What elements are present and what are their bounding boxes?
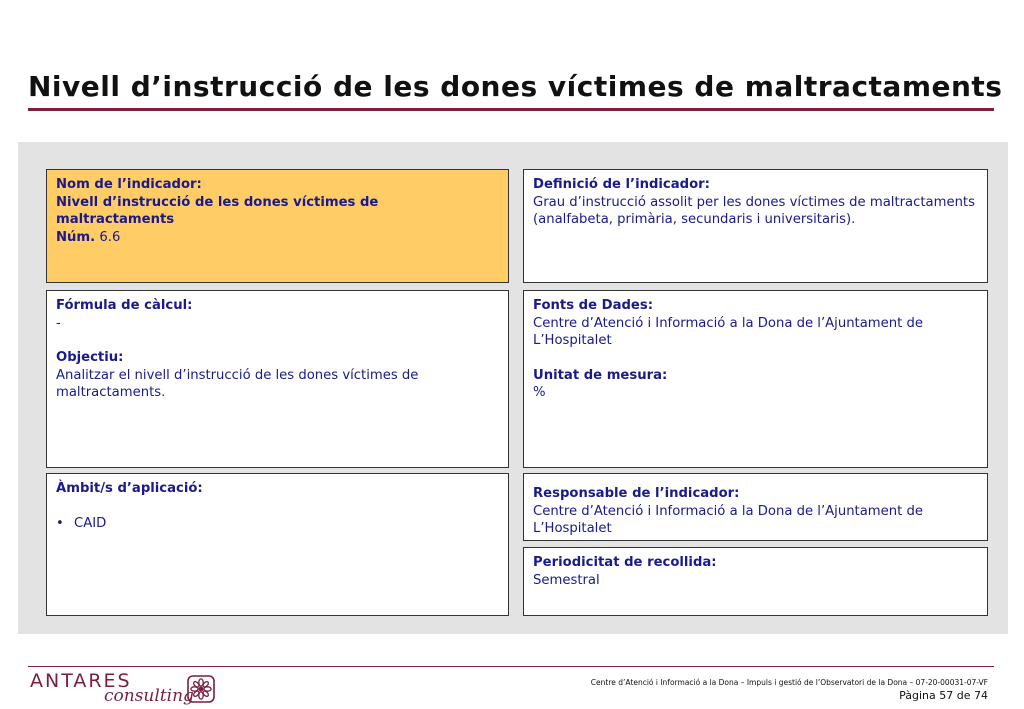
unit-value: % (533, 385, 546, 400)
footer-divider (28, 666, 994, 667)
scope-item: CAID (74, 515, 107, 531)
formula-label: Fórmula de càlcul: (56, 298, 193, 313)
responsible-value: Centre d’Atenció i Informació a la Dona de l’Ajuntament de L’Hospitalet (533, 503, 923, 536)
list-item (56, 515, 499, 533)
data-sources-box (523, 290, 988, 468)
indicator-name-box (46, 169, 509, 283)
page-title: Nivell d’instrucció de les dones víctimes de maltractaments (28, 70, 1003, 103)
definition-box (523, 169, 988, 283)
company-logo-name: ANTARES (30, 670, 132, 692)
frequency-label: Periodicitat de recollida: (533, 555, 717, 570)
scope-label: Àmbit/s d’aplicació: (56, 481, 203, 496)
formula-box (46, 290, 509, 468)
title-divider (28, 108, 994, 111)
indicator-name-label: Nom de l’indicador: (56, 177, 202, 192)
indicator-number-label: Núm. (56, 229, 96, 245)
responsible-label: Responsable de l’indicador: (533, 486, 740, 501)
page-number: Pàgina 57 de 74 (899, 689, 988, 702)
scope-box (46, 473, 509, 616)
definition-value: Grau d’instrucció assolit per les dones víctimes de maltractaments (analfabeta, primària, secundaris i universitaris). (533, 194, 975, 227)
data-sources-value: Centre d’Atenció i Informació a la Dona de l’Ajuntament de L’Hospitalet (533, 315, 923, 348)
formula-value: - (56, 315, 61, 331)
company-logo-subtitle: consulting (104, 686, 194, 706)
objective-value: Analitzar el nivell d’instrucció de les dones víctimes de maltractaments. (56, 367, 419, 400)
footer-document-reference: Centre d’Atenció i Informació a la Dona – Impuls i gestió de l’Observatori de la Dona – 07-20-00031-07-VF (590, 678, 988, 687)
frequency-value: Semestral (533, 572, 600, 588)
flower-emblem-icon (186, 674, 216, 704)
unit-label: Unitat de mesura: (533, 367, 668, 383)
data-sources-label: Fonts de Dades: (533, 298, 653, 313)
objective-label: Objectiu: (56, 350, 124, 365)
bullet-icon: • (56, 515, 64, 531)
responsible-box (523, 473, 988, 541)
indicator-number-line (56, 229, 499, 247)
frequency-box (523, 547, 988, 616)
definition-label: Definició de l’indicador: (533, 177, 710, 192)
indicator-number-value: 6.6 (99, 229, 121, 245)
indicator-name-value: Nivell d’instrucció de les dones víctimes de maltractaments (56, 194, 379, 227)
